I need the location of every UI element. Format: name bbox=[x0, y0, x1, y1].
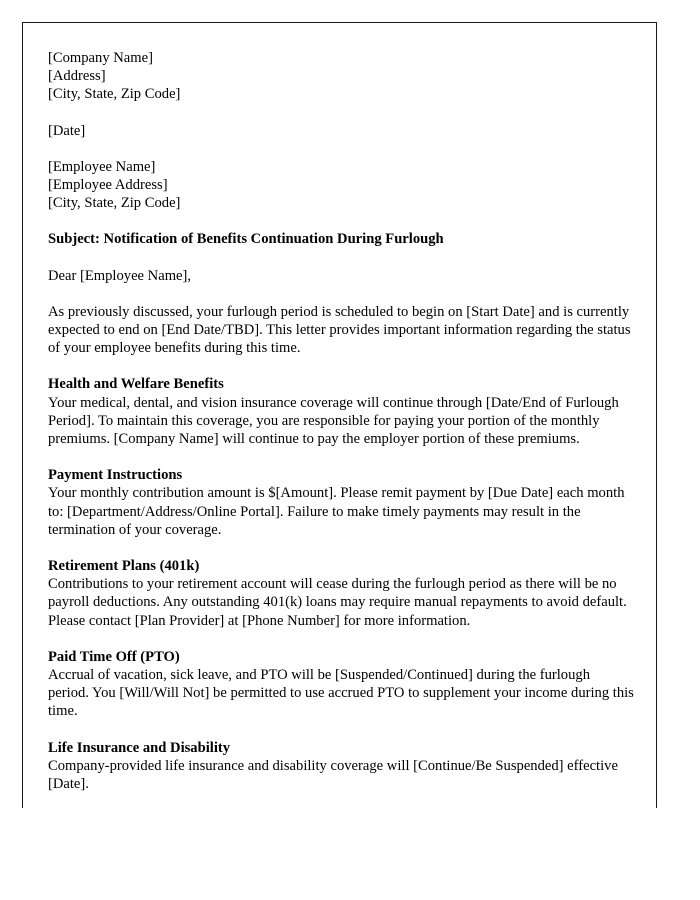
subject-line: Subject: Notification of Benefits Continuation During Furlough bbox=[48, 231, 444, 248]
recipient-city-state-zip: [City, State, Zip Code] bbox=[48, 195, 181, 212]
sender-address-block bbox=[48, 49, 634, 104]
section-heading: Paid Time Off (PTO) bbox=[48, 648, 180, 665]
section-body: Your monthly contribution amount is $[Amount]. Please remit payment by [Due Date] each month to: [Department/Address/Online Portal]. Failure to make timely payments may result in the termination of your coverage. bbox=[48, 485, 625, 538]
section-heading: Health and Welfare Benefits bbox=[48, 376, 224, 393]
letter-date: [Date] bbox=[48, 122, 86, 139]
sender-company-name: [Company Name] bbox=[48, 50, 153, 66]
section-retirement-plans bbox=[48, 557, 634, 630]
salutation: Dear [Employee Name], bbox=[48, 267, 192, 284]
sender-street-address: [Address] bbox=[48, 68, 106, 85]
section-body: Accrual of vacation, sick leave, and PTO will be [Suspended/Continued] during the furlough period. You [Will/Will Not] be permitted to use accrued PTO to supplement your income during this time. bbox=[48, 667, 634, 720]
section-body: Your medical, dental, and vision insurance coverage will continue through [Date/End of Furlough Period]. To maintain this coverage, you are responsible for paying your portion of the monthly premiums. [Company Name] will continue to pay the employer portion of these premiums. bbox=[48, 394, 619, 448]
recipient-address-block bbox=[48, 158, 634, 213]
section-body: Company-provided life insurance and disability coverage will [Continue/Be Suspended] effective [Date]. bbox=[48, 757, 618, 793]
section-paid-time-off bbox=[48, 648, 634, 721]
opening-paragraph: As previously discussed, your furlough period is scheduled to begin on [Start Date] and is currently expected to end on [End Date/TBD]. This letter provides important information regarding the status of your employee benefits during this time. bbox=[48, 303, 631, 357]
sender-city-state-zip: [City, State, Zip Code] bbox=[48, 86, 181, 103]
section-life-insurance-and-disability bbox=[48, 739, 634, 794]
document-page bbox=[22, 22, 657, 808]
recipient-employee-name: [Employee Name] bbox=[48, 158, 156, 175]
section-payment-instructions bbox=[48, 466, 634, 539]
section-heading: Payment Instructions bbox=[48, 467, 183, 484]
recipient-employee-address: [Employee Address] bbox=[48, 177, 168, 194]
date-block bbox=[48, 122, 634, 140]
section-heading: Retirement Plans (401k) bbox=[48, 558, 200, 575]
letter-body bbox=[48, 49, 634, 808]
section-health-and-welfare-benefits bbox=[48, 375, 634, 448]
section-heading: Life Insurance and Disability bbox=[48, 739, 231, 756]
section-body: Contributions to your retirement account will cease during the furlough period as there will be no payroll deductions. Any outstanding 401(k) loans may require manual repayments to avoid default. Please contact [Plan Provider] at [Phone Number] for more information. bbox=[48, 576, 627, 629]
